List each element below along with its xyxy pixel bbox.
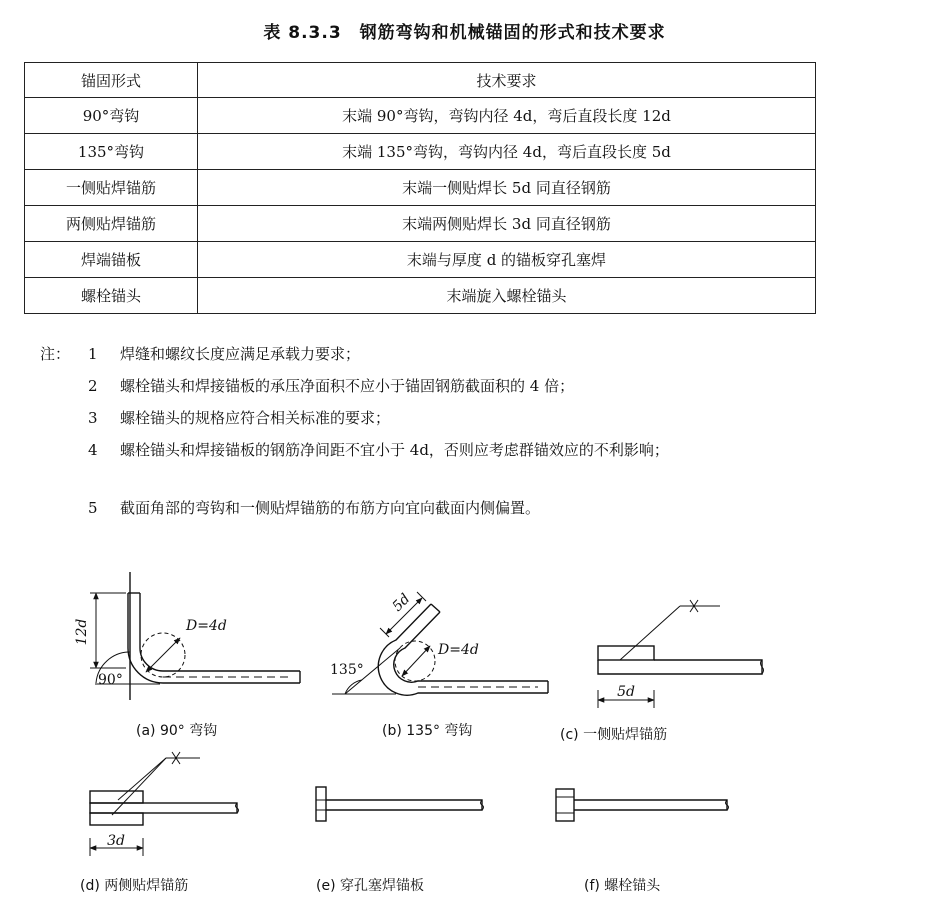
figure-d-dim-label: 3d bbox=[107, 833, 125, 849]
note-item bbox=[40, 406, 840, 438]
figure-a-angle-label: 90° bbox=[98, 672, 123, 688]
row-form: 焊端锚板 bbox=[25, 242, 198, 278]
note-item bbox=[40, 342, 840, 374]
figure-e-caption: (e) 穿孔塞焊锚板 bbox=[316, 878, 424, 894]
figure-e-plug-weld-plate bbox=[316, 787, 484, 821]
figure-b-d-label: D=4d bbox=[438, 642, 479, 658]
figure-c-dim-label: 5d bbox=[617, 684, 635, 700]
table-row bbox=[25, 206, 816, 242]
row-requirement: 末端 135°弯钩，弯钩内径 4d，弯后直段长度 5d bbox=[198, 134, 816, 170]
row-form: 两侧贴焊锚筋 bbox=[25, 206, 198, 242]
note-item bbox=[40, 438, 840, 496]
row-form: 螺栓锚头 bbox=[25, 278, 198, 314]
note-number: 5 bbox=[88, 499, 98, 517]
figure-f-bolt-head bbox=[556, 789, 729, 821]
figure-c-caption: (c) 一侧贴焊锚筋 bbox=[560, 727, 668, 743]
table-caption: 钢筋弯钩和机械锚固的形式和技术要求 bbox=[359, 23, 666, 43]
note-text: 焊缝和螺纹长度应满足承载力要求； bbox=[120, 345, 361, 363]
table-row bbox=[25, 170, 816, 206]
table-row bbox=[25, 278, 816, 314]
figure-b-angle-label: 135° bbox=[330, 662, 364, 678]
figure-d-caption: (d) 两侧贴焊锚筋 bbox=[80, 878, 189, 894]
header-form: 锚固形式 bbox=[25, 63, 198, 98]
note-text: 螺栓锚头的规格应符合相关标准的要求； bbox=[120, 409, 391, 427]
note-text: 螺栓锚头和焊接锚板的承压净面积不应小于锚固钢筋截面积的 4 倍； bbox=[120, 377, 575, 395]
row-requirement: 末端旋入螺栓锚头 bbox=[198, 278, 816, 314]
note-item bbox=[40, 496, 840, 528]
row-form: 一侧贴焊锚筋 bbox=[25, 170, 198, 206]
figure-b-5d-label: 5d bbox=[389, 590, 414, 615]
figure-b-caption: (b) 135° 弯钩 bbox=[382, 723, 473, 739]
table-header-row bbox=[25, 63, 816, 98]
notes-label: 注： bbox=[40, 345, 71, 363]
row-requirement: 末端与厚度 d 的锚板穿孔塞焊 bbox=[198, 242, 816, 278]
table-row bbox=[25, 242, 816, 278]
note-number: 3 bbox=[88, 409, 98, 427]
row-form: 135°弯钩 bbox=[25, 134, 198, 170]
row-requirement: 末端 90°弯钩，弯钩内径 4d，弯后直段长度 12d bbox=[198, 98, 816, 134]
table-number: 表 8.3.3 bbox=[263, 23, 342, 43]
row-requirement: 末端一侧贴焊长 5d 同直径钢筋 bbox=[198, 170, 816, 206]
figure-a-12d-label: 12d bbox=[74, 618, 90, 646]
note-item bbox=[40, 374, 840, 406]
note-text: 螺栓锚头和焊接锚板的钢筋净间距不宜小于 4d，否则应考虑群锚效应的不利影响； bbox=[120, 441, 669, 459]
figure-a-caption: (a) 90° 弯钩 bbox=[136, 723, 218, 739]
table-row bbox=[25, 98, 816, 134]
row-form: 90°弯钩 bbox=[25, 98, 198, 134]
figure-a-d-label: D=4d bbox=[186, 618, 227, 634]
note-number: 4 bbox=[88, 441, 98, 459]
header-requirement: 技术要求 bbox=[198, 63, 816, 98]
table-title bbox=[0, 18, 929, 43]
row-requirement: 末端两侧贴焊长 3d 同直径钢筋 bbox=[198, 206, 816, 242]
figure-f-caption: (f) 螺栓锚头 bbox=[584, 878, 661, 894]
note-number: 2 bbox=[88, 377, 98, 395]
anchorage-table bbox=[24, 62, 816, 314]
note-text: 截面角部的弯钩和一侧贴焊锚筋的布筋方向宜向截面内侧偏置。 bbox=[120, 499, 541, 517]
note-number: 1 bbox=[88, 345, 98, 363]
table-row bbox=[25, 134, 816, 170]
notes bbox=[40, 342, 840, 528]
